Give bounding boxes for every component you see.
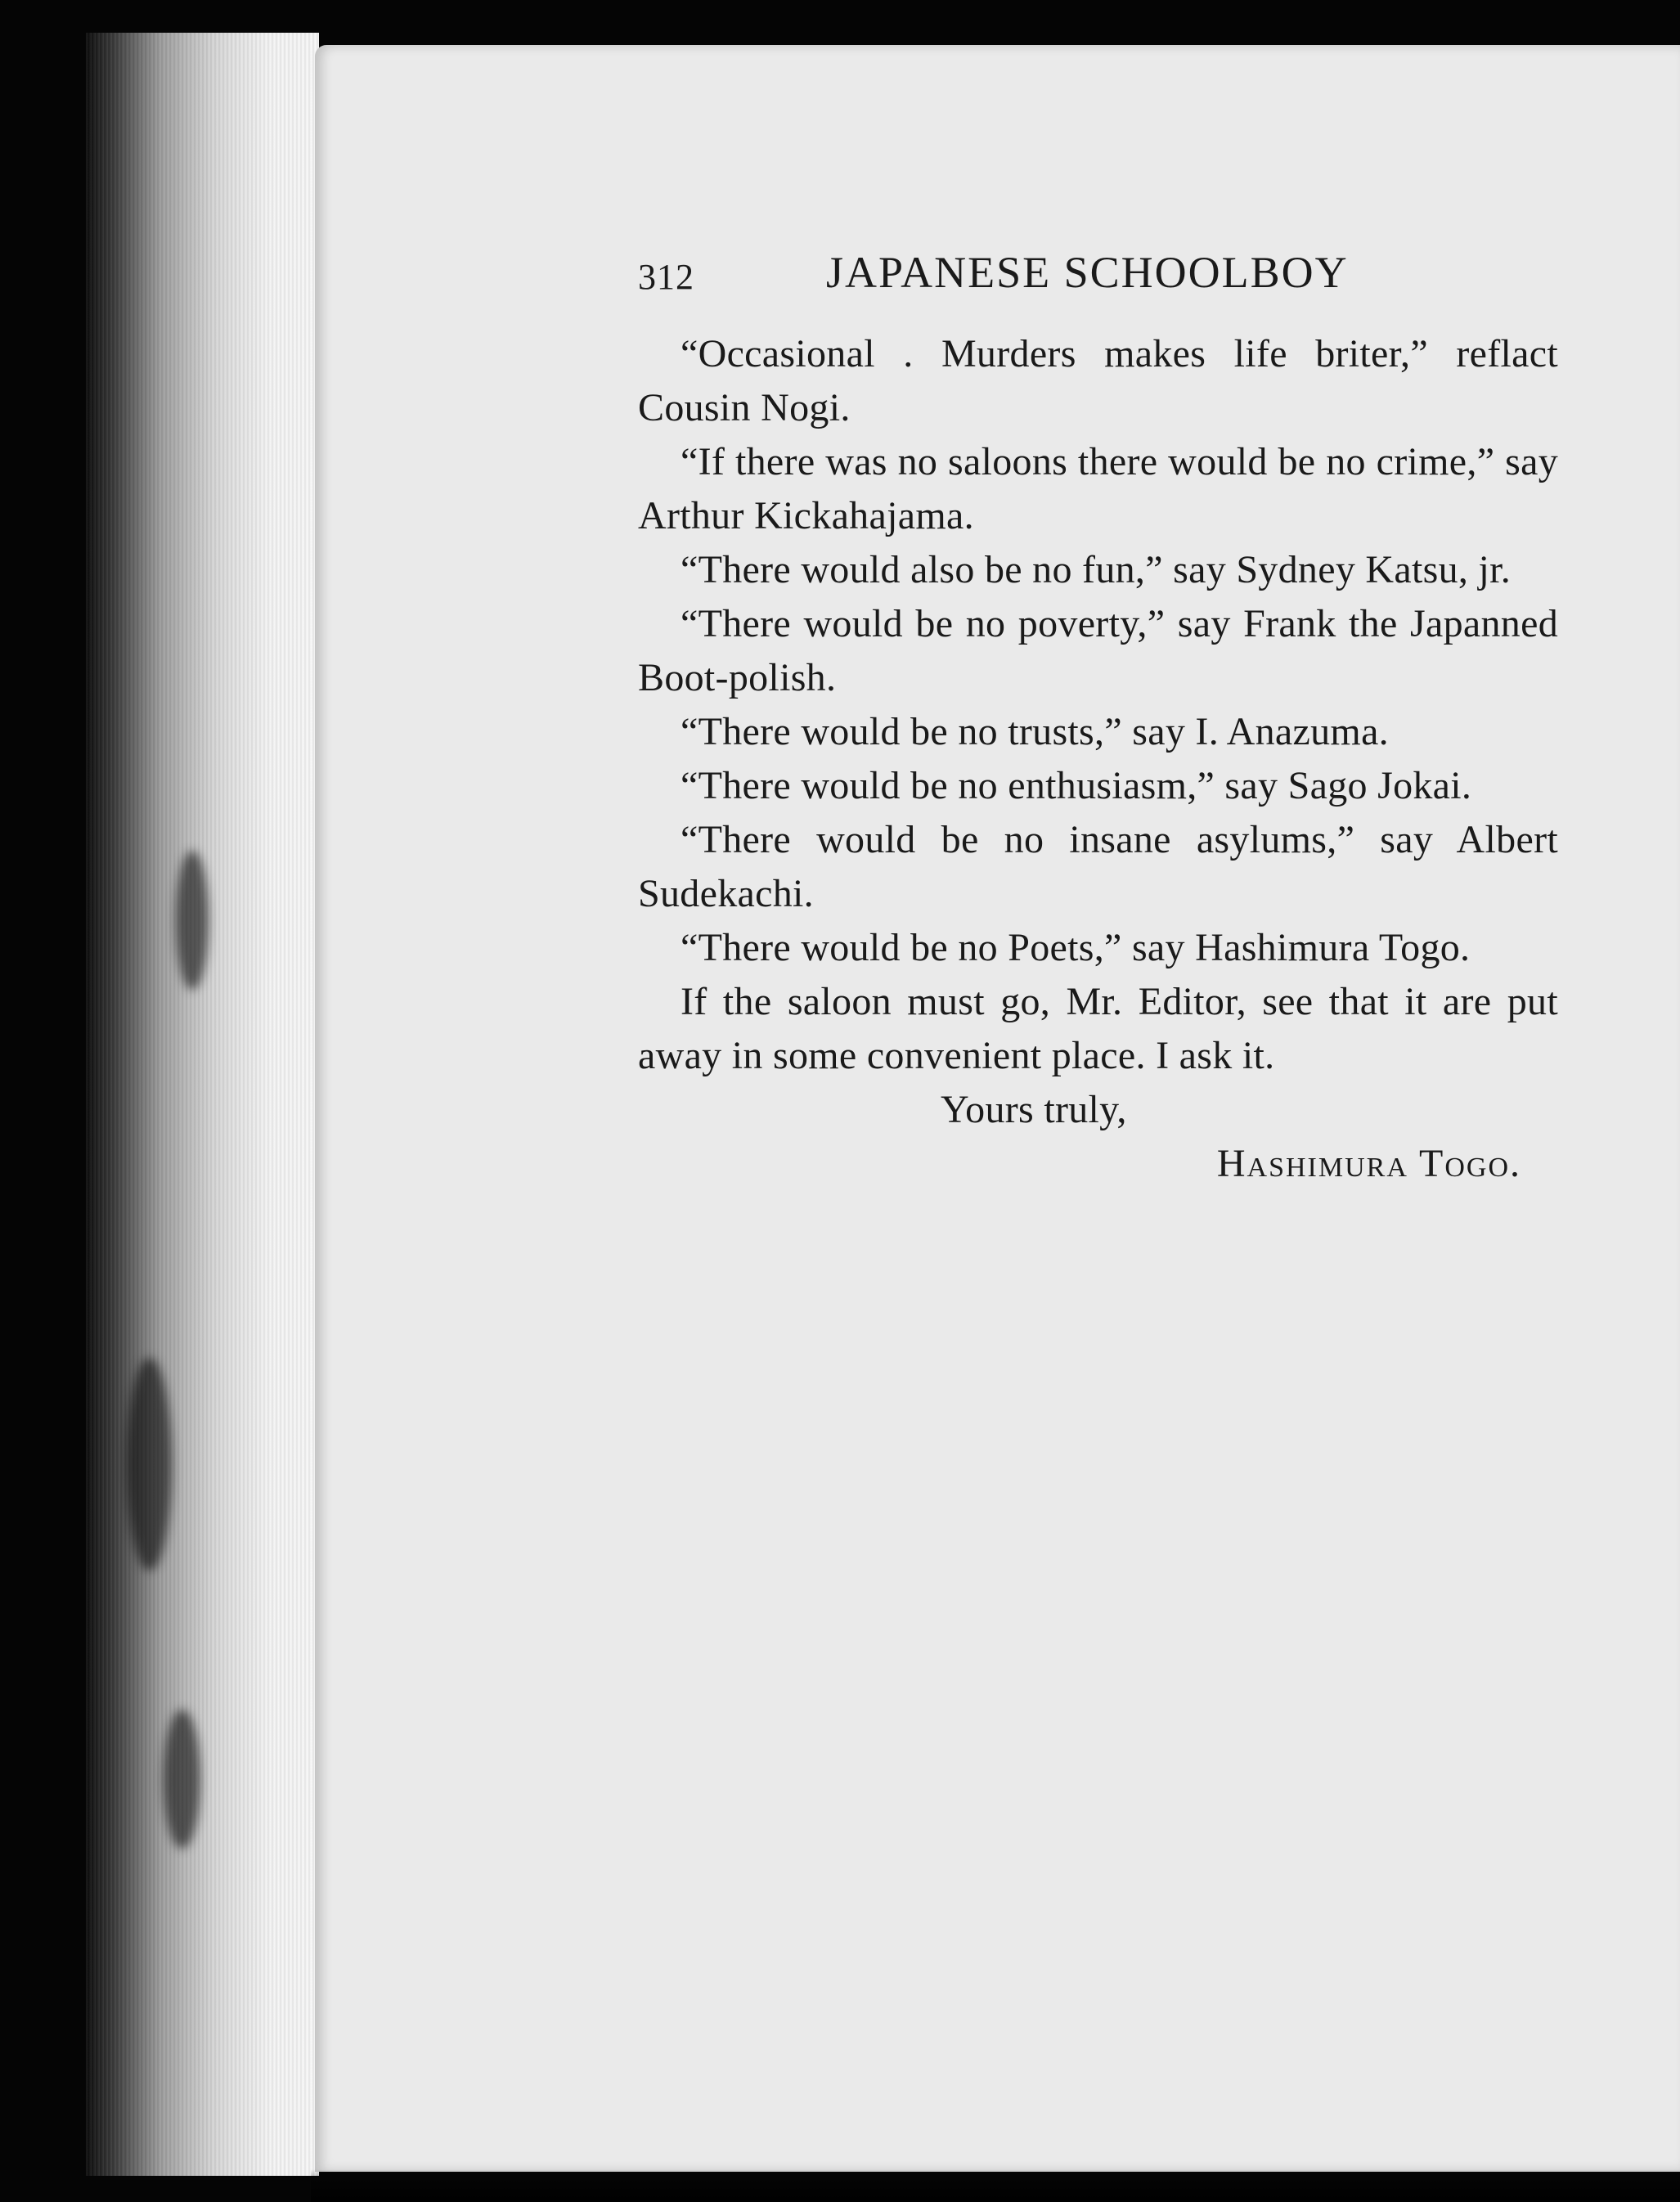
signature: Hashimura Togo. [1216,1142,1521,1185]
paragraph: “There would also be no fun,” say Sydney Katsu, jr. [681,548,1512,591]
edge-smudge [176,851,209,990]
edge-smudge [127,1358,172,1571]
paragraph: “Occasional . Murders makes life briter,” reflact Cousin Nogi. [638,332,1558,429]
paragraph: “There would be no Poets,” say Hashimura Togo. [681,926,1471,969]
book-page-edges [86,33,319,2176]
paragraph: If the saloon must go, Mr. Editor, see that it are put away in some convenient place. I ask it. [638,980,1558,1077]
paragraph: “There would be no poverty,” say Frank the Japanned Boot-polish. [638,602,1558,699]
page-text-block [638,245,1558,1191]
paragraph: “There would be no enthusiasm,” say Sago Jokai. [681,764,1472,807]
paragraph: “If there was no saloons there would be no crime,” say Arthur Kickahajama. [638,440,1558,537]
running-title: JAPANESE SCHOOLBOY [826,248,1349,297]
page-bottom-shadow [311,2169,1680,2202]
closing-line: Yours truly, [941,1088,1127,1131]
running-head [638,245,1558,299]
paragraph: “There would be no insane asylums,” say Albert Sudekachi. [638,818,1558,915]
edge-smudge [164,1710,200,1849]
paragraph: “There would be no trusts,” say I. Anazuma. [681,710,1389,753]
page-number: 312 [638,257,694,297]
